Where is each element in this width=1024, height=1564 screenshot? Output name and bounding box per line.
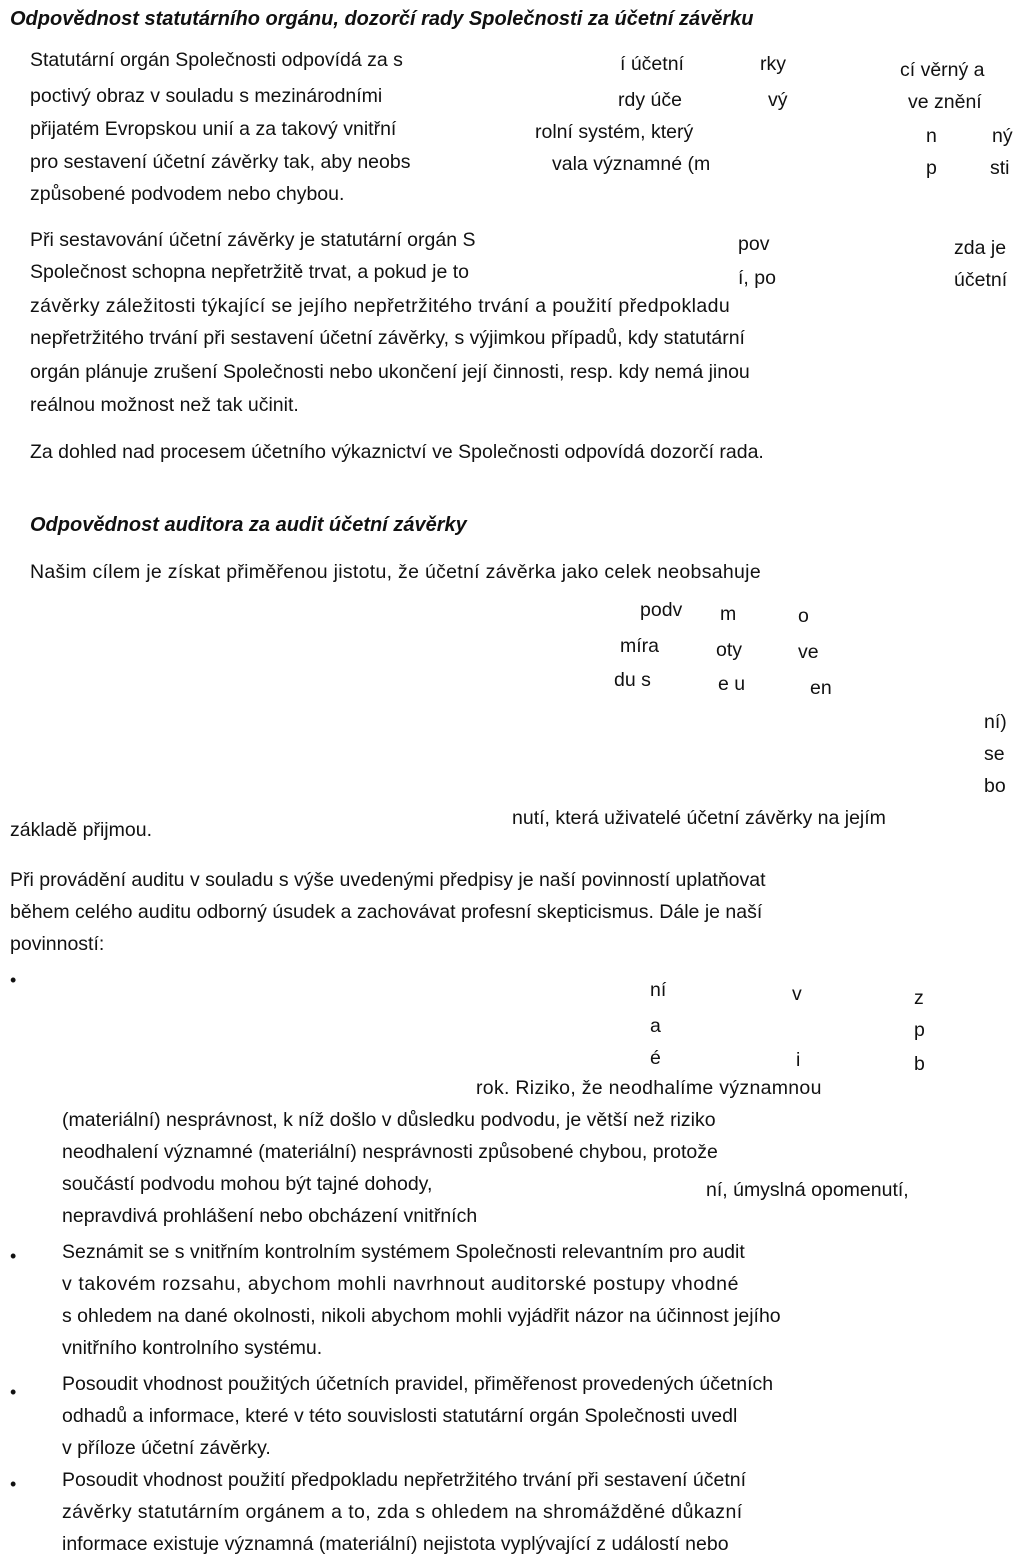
paragraph-line: vnitřního kontrolního systému. xyxy=(62,1337,323,1359)
text-fragment: ný xyxy=(992,125,1013,147)
text-fragment: míra xyxy=(620,635,659,657)
text-fragment: p xyxy=(926,157,937,179)
text-fragment: rdy úče xyxy=(618,89,682,111)
text-fragment: oty xyxy=(716,639,743,661)
text-fragment: ve znění xyxy=(908,91,982,113)
paragraph-line: odhadů a informace, které v této souvislosti statutární orgán Společnosti uvedl xyxy=(62,1405,738,1427)
paragraph-line: poctivý obraz v souladu s mezinárodními xyxy=(30,85,383,107)
paragraph-line: Posoudit vhodnost použití předpokladu nepřetržitého trvání při sestavení účetní xyxy=(62,1469,747,1491)
text-fragment: i xyxy=(796,1049,801,1071)
paragraph-line: během celého auditu odborný úsudek a zachovávat profesní skepticismus. Dále je naší xyxy=(10,901,763,923)
text-fragment: en xyxy=(810,677,832,699)
paragraph-line: Statutární orgán Společnosti odpovídá za s xyxy=(30,49,403,71)
paragraph-line: nepravdivá prohlášení nebo obcházení vnitřních xyxy=(62,1205,478,1227)
paragraph-line: nutí, která uživatelé účetní závěrky na jejím xyxy=(512,807,886,829)
paragraph-line: Našim cílem je získat přiměřenou jistotu, že účetní závěrka jako celek neobsahuje xyxy=(30,561,761,583)
text-fragment: cí věrný a xyxy=(900,59,985,81)
text-fragment: rolní systém, který xyxy=(535,121,694,143)
paragraph-line: neodhalení významné (materiální) nesprávnosti způsobené chybou, protože xyxy=(62,1141,718,1163)
text-fragment: m xyxy=(720,603,737,625)
text-fragment: é xyxy=(650,1047,661,1069)
paragraph-line: pro sestavení účetní závěrky tak, aby neobs xyxy=(30,151,411,173)
paragraph-line: Za dohled nad procesem účetního výkaznictví ve Společnosti odpovídá dozorčí rada. xyxy=(30,441,764,463)
text-fragment: účetní xyxy=(954,269,1008,291)
paragraph-line: s ohledem na dané okolnosti, nikoli abychom mohli vyjádřit názor na účinnost jejího xyxy=(62,1305,781,1327)
text-fragment: o xyxy=(798,605,809,627)
paragraph-line: reálnou možnost než tak učinit. xyxy=(30,394,299,416)
paragraph-line: informace existuje významná (materiální) nejistota vyplývající z událostí nebo xyxy=(62,1533,729,1555)
text-fragment: b xyxy=(914,1053,925,1075)
text-fragment: pov xyxy=(738,233,770,255)
paragraph-line: Při provádění auditu v souladu s výše uvedenými předpisy je naší povinností uplatňovat xyxy=(10,869,766,891)
text-fragment: a xyxy=(650,1015,661,1037)
paragraph-line: Společnost schopna nepřetržitě trvat, a pokud je to xyxy=(30,261,470,283)
bullet-marker: • xyxy=(10,970,17,990)
paragraph-line: Seznámit se s vnitřním kontrolním systémem Společnosti relevantním pro audit xyxy=(62,1241,745,1263)
paragraph-line: v příloze účetní závěrky. xyxy=(62,1437,271,1459)
text-fragment: ní) xyxy=(984,711,1007,733)
paragraph-line: součástí podvodu mohou být tajné dohody, xyxy=(62,1173,433,1195)
text-fragment: vala významné (m xyxy=(552,153,711,175)
paragraph-line: rok. Riziko, že neodhalíme významnou xyxy=(476,1077,822,1099)
paragraph-line: přijatém Evropskou unií a za takový vnitřní xyxy=(30,118,397,140)
text-fragment: sti xyxy=(990,157,1010,179)
paragraph-line: závěrky statutárním orgánem a to, zda s ohledem na shromážděné důkazní xyxy=(62,1501,743,1523)
text-fragment: v xyxy=(792,983,802,1005)
text-fragment: e u xyxy=(718,673,746,695)
paragraph-line: nepřetržitého trvání při sestavení účetní závěrky, s výjimkou případů, kdy statutární xyxy=(30,327,745,349)
bullet-marker: • xyxy=(10,1246,17,1266)
text-fragment: se xyxy=(984,743,1005,765)
text-fragment: p xyxy=(914,1019,925,1041)
text-fragment: n xyxy=(926,125,937,147)
text-fragment: podv xyxy=(640,599,683,621)
paragraph-line: Posoudit vhodnost použitých účetních pravidel, přiměřenost provedených účetních xyxy=(62,1373,774,1395)
bullet-marker: • xyxy=(10,1382,17,1402)
text-fragment: ní xyxy=(650,979,667,1001)
text-fragment: bo xyxy=(984,775,1006,797)
text-fragment: vý xyxy=(768,89,788,111)
text-fragment: rky xyxy=(760,53,786,75)
paragraph-line: orgán plánuje zrušení Společnosti nebo ukončení její činnosti, resp. kdy nemá jinou xyxy=(30,361,750,383)
section-heading-statutory-responsibility: Odpovědnost statutárního orgánu, dozorčí rady Společnosti za účetní závěrku xyxy=(10,8,754,30)
text-fragment: í účetní xyxy=(620,53,684,75)
text-fragment: í, po xyxy=(738,267,776,289)
text-fragment: z xyxy=(914,987,924,1009)
text-fragment: ní, úmyslná opomenutí, xyxy=(706,1179,909,1201)
section-heading-auditor-responsibility: Odpovědnost auditora za audit účetní závěrky xyxy=(30,514,467,536)
text-fragment: zda je xyxy=(954,237,1007,259)
bullet-marker: • xyxy=(10,1474,17,1494)
paragraph-line: v takovém rozsahu, abychom mohli navrhnout auditorské postupy vhodné xyxy=(62,1273,740,1295)
paragraph-line: (materiální) nesprávnost, k níž došlo v důsledku podvodu, je větší než riziko xyxy=(62,1109,716,1131)
paragraph-line: základě přijmou. xyxy=(10,819,152,841)
paragraph-line: Při sestavování účetní závěrky je statutární orgán S xyxy=(30,229,476,251)
paragraph-line: způsobené podvodem nebo chybou. xyxy=(30,183,345,205)
paragraph-line: závěrky záležitosti týkající se jejího nepřetržitého trvání a použití předpokladu xyxy=(30,295,731,317)
text-fragment: du s xyxy=(614,669,651,691)
text-fragment: ve xyxy=(798,641,819,663)
paragraph-line: povinností: xyxy=(10,933,105,955)
